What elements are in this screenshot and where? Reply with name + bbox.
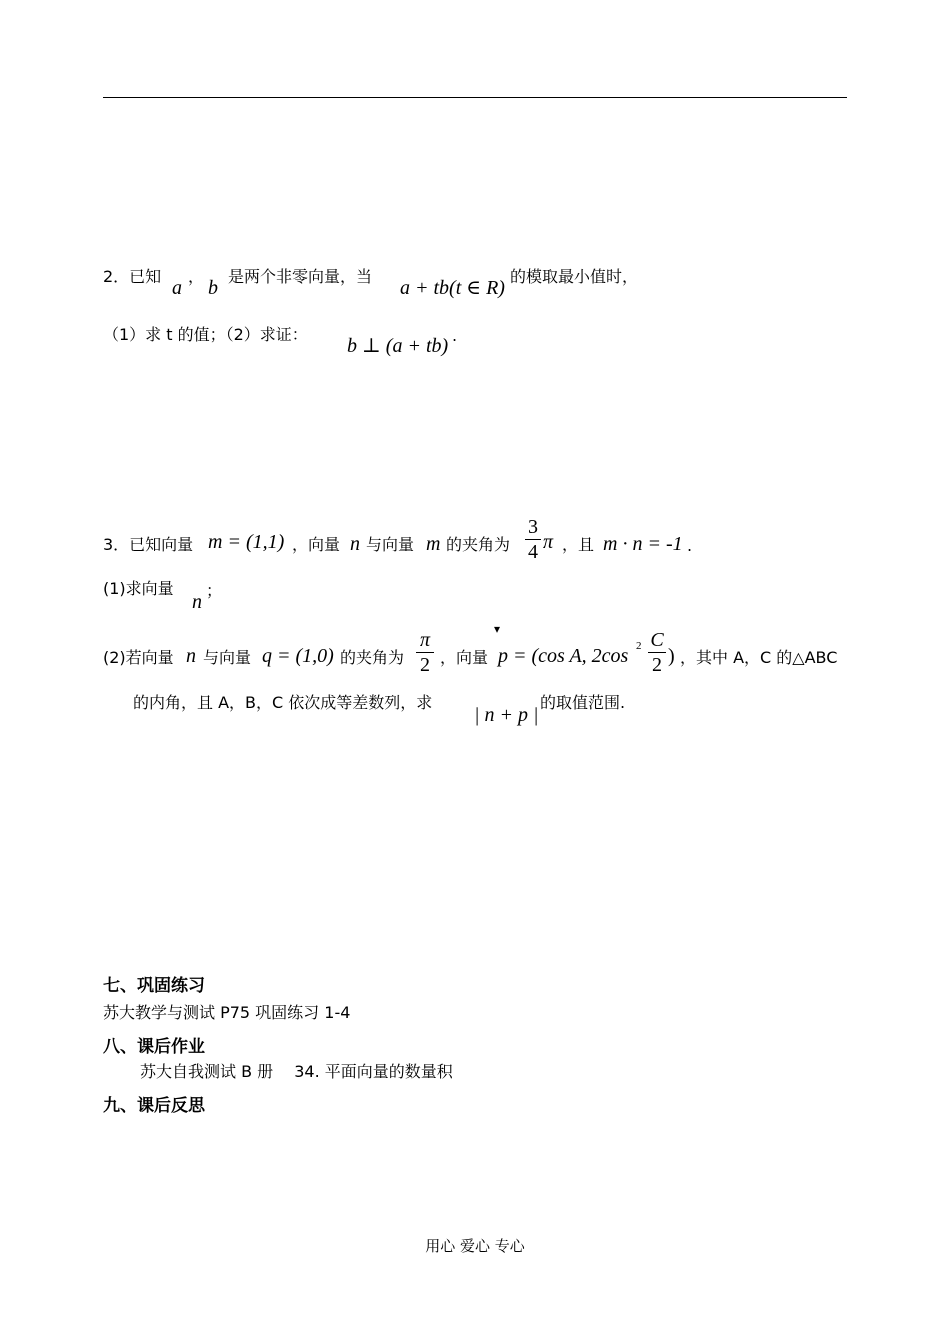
p2-prefix: 2．已知: [103, 267, 162, 286]
p3-sub1-end: ；: [206, 581, 223, 600]
section-8-title: 八、课后作业: [103, 1037, 205, 1057]
p2-expr2: b ⊥ (a + tb): [347, 335, 449, 357]
p2-line2: （1）求 t 的值；（2）求证：: [103, 325, 308, 344]
p3-sub2-text-a: 与向量: [203, 648, 252, 667]
section-8-body: 苏大自我测试 B 册 34. 平面向量的数量积: [140, 1062, 453, 1081]
p2-expr1: a + tb(t ∈ R): [400, 277, 505, 299]
p3-end1: .: [687, 536, 693, 555]
p3-sub2-expr-q: q = (1,0): [262, 645, 334, 667]
p3-sub2-text-b: 的夹角为: [340, 648, 405, 667]
p2-mid-text: 是两个非零向量，当: [228, 267, 373, 286]
p3-prefix: 3．已知向量: [103, 535, 194, 554]
p3-text-b: 与向量: [366, 535, 415, 554]
section-7-body: 苏大教学与测试 P75 巩固练习 1-4: [103, 1003, 351, 1022]
p3-frac2-den: 2: [420, 654, 430, 676]
p3-last-prefix: 的内角，且 A，B，C 依次成等差数列，求: [133, 693, 433, 712]
p2-end: .: [452, 326, 458, 345]
p2-comma: ，: [188, 267, 205, 286]
p3-sub1: (1)求向量: [103, 579, 174, 598]
p3-frac2-num: π: [419, 629, 431, 651]
p2-var-a: a: [172, 277, 182, 299]
p3-frac1-num: 3: [528, 516, 538, 538]
p3-frac-pi-half: [416, 629, 434, 676]
p3-sub2-text-d: ，其中 A，C 的△ABC: [680, 648, 838, 667]
p3-last-suffix: 的取值范围.: [540, 693, 626, 712]
section-7-title: 七、巩固练习: [103, 976, 205, 996]
p3-expr-mn: m · n = -1: [603, 533, 683, 555]
vector-arrow-mark: ▾: [494, 622, 501, 636]
section-9-title: 九、课后反思: [103, 1096, 205, 1116]
p3-sub2-text-c: ，向量: [440, 648, 489, 667]
p3-sub2-var-n: n: [186, 645, 196, 667]
page-footer: 用心 爱心 专心: [425, 1237, 525, 1255]
p3-frac3-den: 2: [652, 654, 662, 676]
p3-sub2-expr-p: p = (cos A, 2cos: [498, 645, 629, 667]
p3-expr-abs: | n + p |: [474, 704, 539, 726]
p3-expr-m: m = (1,1): [208, 531, 285, 553]
p3-var-m: m: [426, 533, 441, 555]
p3-paren-close: ): [668, 645, 675, 667]
p3-sub1-var: n: [192, 591, 202, 613]
p2-suffix: 的模取最小值时，: [510, 267, 639, 286]
p3-frac-three-quarters: [525, 516, 541, 563]
p3-text-d: ，且: [562, 535, 595, 554]
p3-frac1-den: 4: [528, 541, 538, 563]
p3-text-a: ，向量: [292, 535, 341, 554]
p3-pi: π: [543, 531, 554, 553]
header-rule: [103, 97, 847, 98]
p3-text-c: 的夹角为: [446, 535, 511, 554]
p3-sub2-prefix: (2)若向量: [103, 648, 174, 667]
p3-frac-c-half: [648, 629, 666, 676]
p3-var-n: n: [350, 533, 360, 555]
p2-var-b: b: [208, 277, 218, 299]
p3-sup2: 2: [636, 640, 642, 652]
p3-frac3-num: C: [650, 629, 664, 651]
